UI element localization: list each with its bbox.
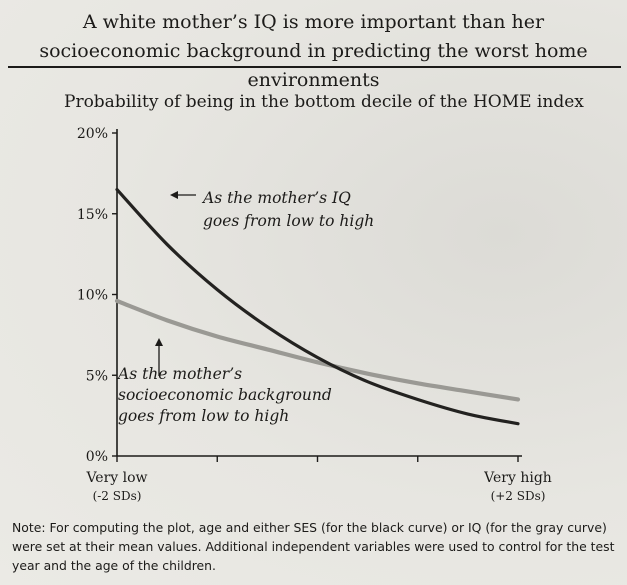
ses-annotation-text: socioeconomic background xyxy=(118,386,332,404)
page-title: A white mother’s IQ is more important than her socioeconomic background in predicting the worst home environments xyxy=(39,11,588,91)
ses-annotation-text: goes from low to high xyxy=(118,407,290,425)
ses-annotation-text: As the mother’s xyxy=(118,365,243,383)
y-tick-label: 0% xyxy=(85,449,108,465)
iq-annotation-text: goes from low to high xyxy=(203,212,375,230)
chart-annotations xyxy=(116,189,374,425)
y-tick-label: 5% xyxy=(85,368,108,385)
y-tick-label: 15% xyxy=(76,206,108,223)
x-tick-label: Very low xyxy=(86,470,148,486)
chart-title: Probability of being in the bottom decile of the HOME index xyxy=(64,92,584,112)
x-tick-sublabel: (+2 SDs) xyxy=(490,489,546,503)
x-tick-sublabel: (-2 SDs) xyxy=(92,489,142,503)
y-tick-label: 20% xyxy=(76,126,108,142)
footnote: Note: For computing the plot, age and either SES (for the black curve) or IQ (for the gray curve) were set at their mean values. Additional independent variables were used to control for the test year and the age of the children. xyxy=(12,520,615,573)
iq-annotation-text: As the mother’s IQ xyxy=(203,189,351,207)
ses-series-line xyxy=(117,301,518,400)
y-tick-label: 10% xyxy=(76,287,108,304)
x-tick-label: Very high xyxy=(484,470,552,486)
